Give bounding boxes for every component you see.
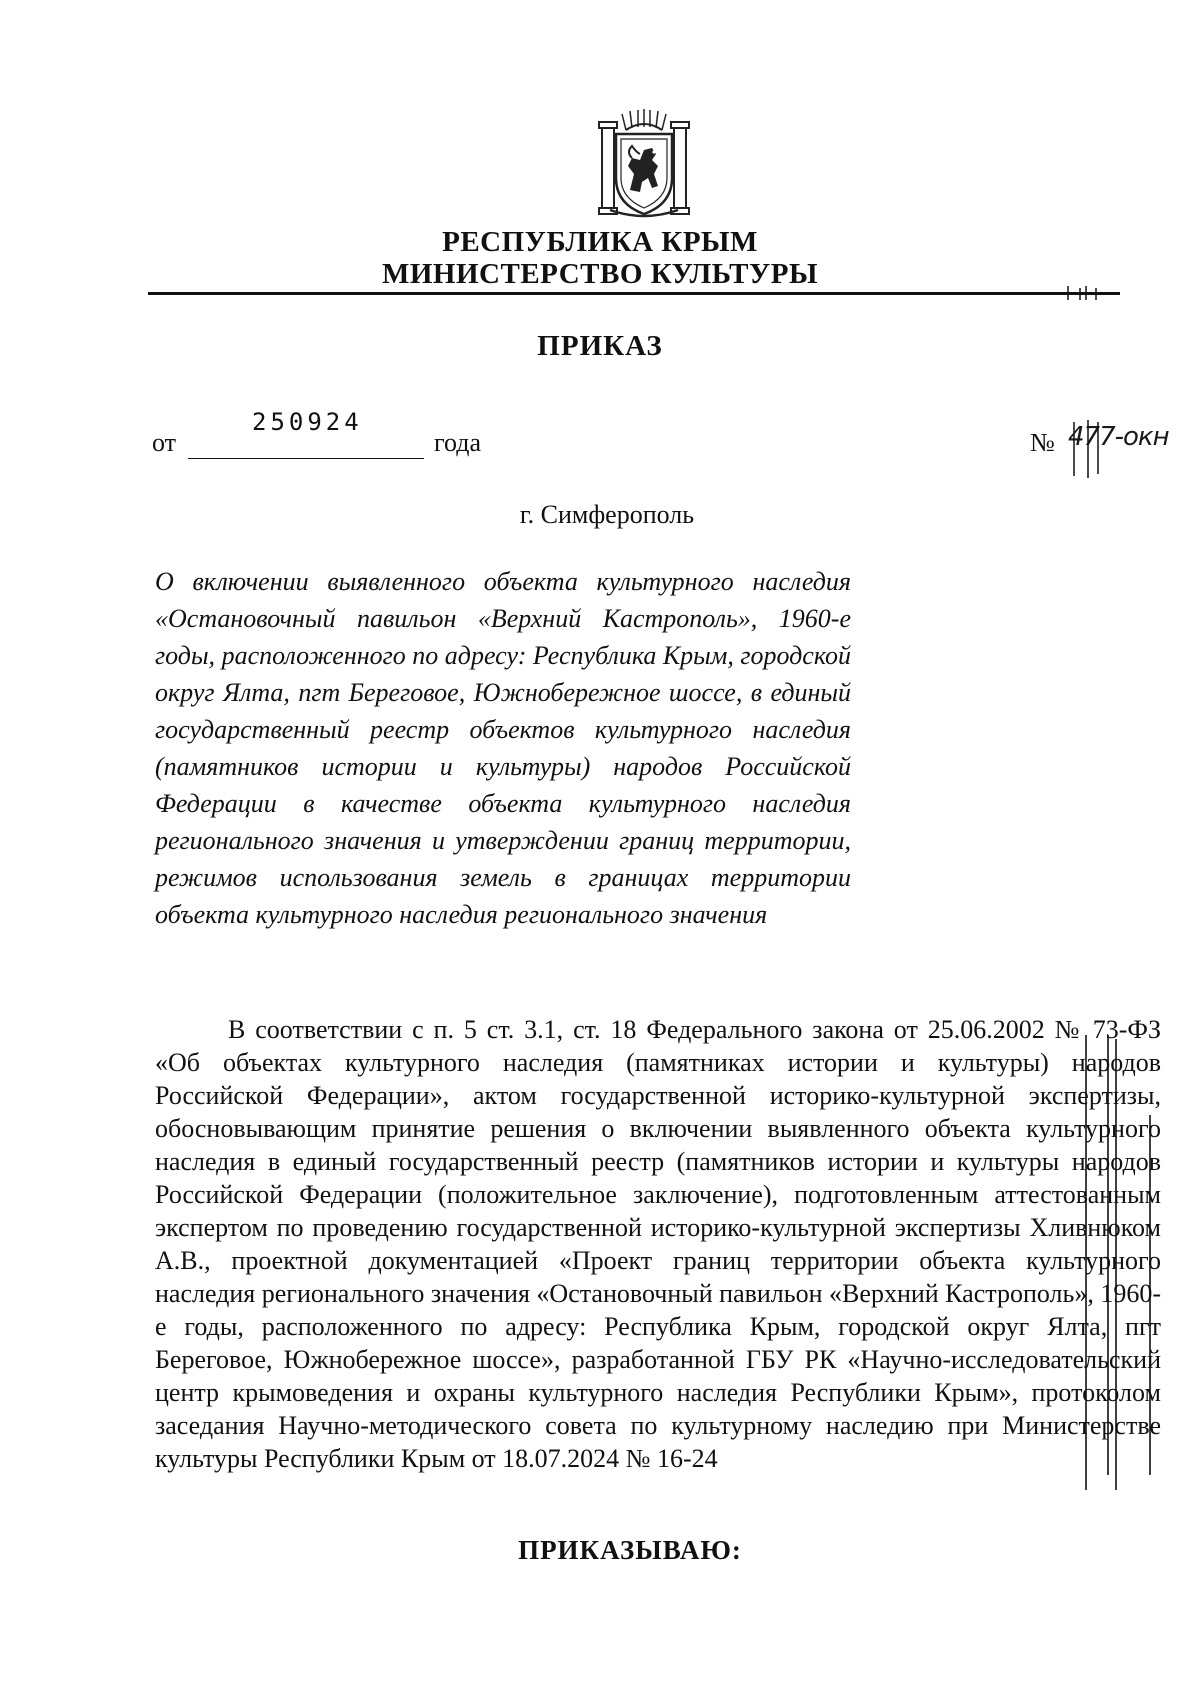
- order-directive: ПРИКАЗЫВАЮ:: [518, 1535, 742, 1565]
- republic-name: РЕСПУБЛИКА КРЫМ: [442, 226, 758, 258]
- number-value: 477-окн: [1068, 422, 1169, 452]
- scan-artifact-marks: [1060, 284, 1120, 302]
- number-row: [1030, 422, 1190, 482]
- document-title: ПРИКАЗ: [537, 330, 663, 362]
- scan-artifact-marks: [1066, 418, 1146, 480]
- date-prefix: от: [152, 428, 177, 457]
- header-divider: [148, 292, 1120, 295]
- number-prefix: №: [1030, 428, 1055, 457]
- coat-of-arms-icon: [596, 108, 692, 220]
- date-underline: [188, 458, 424, 459]
- document-subject: О включении выявленного объекта культурного наследия «Остановочный павильон «Верхний Кастрополь», 1960-е годы, расположенного по адресу: Республика Крым, городской округ Ялта, пгт Береговое, Южнобережное шоссе, в единый государственный реестр объектов культурного наследия (памятников истории и культуры) народов Российской Федерации в качестве объекта культурного наследия регионального значения и утверждении границ территории, режимов использования земель в границах территории объекта культурного наследия регионального значения: [155, 567, 851, 929]
- date-value: 250924: [252, 408, 363, 436]
- preamble-paragraph: В соответствии с п. 5 ст. 3.1, ст. 18 Федерального закона от 25.06.2002 № 73-ФЗ «Об объектах культурного наследия (памятниках истории и культуры) народов Российской Федерации», актом государственной историко-культурной экспертизы, обосновывающим принятие решения о включении выявленного объекта культурного наследия в единый государственный реестр (памятников истории и культуры народов Российской Федерации (положительное заключение), подготовленным аттестованным экспертом по проведению государственной историко-культурной экспертизы Хливнюком А.В., проектной документацией «Проект границ территории объекта культурного наследия регионального значения «Остановочный павильон «Верхний Кастрополь», 1960-е годы, расположенного по адресу: Республика Крым, городской округ Ялта, пгт Береговое, Южнобережное шоссе», разработанной ГБУ РК «Научно-исследовательский центр крымоведения и охраны культурного наследия Республики Крым», протоколом заседания Научно-методического совета по культурному наследию при Министерстве культуры Республики Крым от 18.07.2024 № 16-24: [155, 1015, 1162, 1473]
- ministry-name: МИНИСТЕРСТВО КУЛЬТУРЫ: [382, 258, 818, 290]
- date-suffix: года: [434, 428, 482, 457]
- city: г. Симферополь: [519, 500, 695, 529]
